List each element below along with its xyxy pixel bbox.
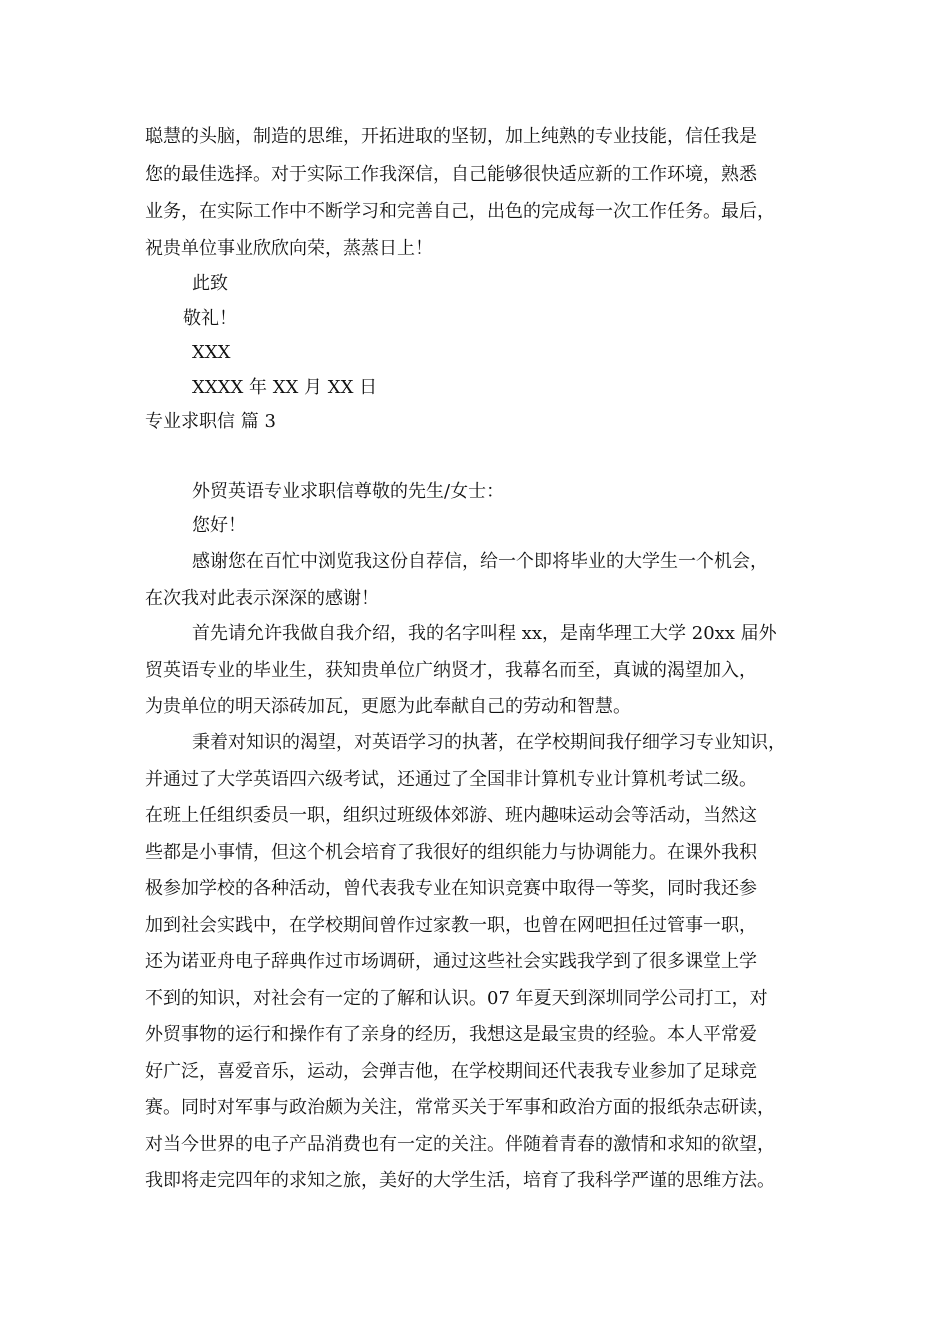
paragraph-line: 贸英语专业的毕业生，获知贵单位广纳贤才，我幕名而至，真诚的渴望加入，: [145, 660, 757, 681]
signature: XXX: [192, 342, 231, 363]
letter-greeting: 您好！: [192, 515, 246, 536]
paragraph-line: 极参加学校的各种活动，曾代表我专业在知识竞赛中取得一等奖，同时我还参: [145, 878, 757, 899]
paragraph-line: 为贵单位的明天添砖加瓦，更愿为此奉献自己的劳动和智慧。: [145, 696, 631, 717]
letter-date: XXXX 年 XX 月 XX 日: [192, 377, 378, 398]
body-line: 您的最佳选择。对于实际工作我深信，自己能够很快适应新的工作环境，熟悉: [145, 164, 757, 185]
paragraph-line: 赛。同时对军事与政治颇为关注，常常买关于军事和政治方面的报纸杂志研读，: [145, 1097, 775, 1118]
paragraph-line: 对当今世界的电子产品消费也有一定的关注。伴随着青春的激情和求知的欲望，: [145, 1134, 775, 1155]
body-line: 业务，在实际工作中不断学习和完善自己，出色的完成每一次工作任务。最后，: [145, 201, 775, 222]
paragraph-line: 感谢您在百忙中浏览我这份自荐信，给一个即将毕业的大学生一个机会，: [192, 551, 768, 572]
body-line: 祝贵单位事业欣欣向荣，蒸蒸日上！: [145, 238, 433, 259]
paragraph-line: 首先请允许我做自我介绍，我的名字叫程 xx，是南华理工大学 20xx 届外: [192, 623, 777, 644]
closing-salutation: 此致: [192, 273, 228, 294]
paragraph-line: 不到的知识，对社会有一定的了解和认识。07 年夏天到深圳同学公司打工，对: [145, 988, 768, 1009]
paragraph-line: 在班上任组织委员一职，组织过班级体郊游、班内趣味运动会等活动，当然这: [145, 805, 757, 826]
paragraph-line: 外贸事物的运行和操作有了亲身的经历，我想这是最宝贵的经验。本人平常爱: [145, 1024, 757, 1045]
closing-regards: 敬礼！: [183, 308, 237, 329]
paragraph-line: 加到社会实践中，在学校期间曾作过家教一职，也曾在网吧担任过管事一职，: [145, 915, 757, 936]
paragraph-line: 我即将走完四年的求知之旅，美好的大学生活，培育了我科学严谨的思维方法。: [145, 1170, 775, 1191]
letter-salutation: 外贸英语专业求职信尊敬的先生/女士：: [192, 481, 505, 502]
paragraph-line: 在次我对此表示深深的感谢！: [145, 588, 379, 609]
section-heading: 专业求职信 篇 3: [145, 411, 276, 432]
paragraph-line: 好广泛，喜爱音乐，运动，会弹吉他，在学校期间还代表我专业参加了足球竞: [145, 1061, 757, 1082]
paragraph-line: 并通过了大学英语四六级考试，还通过了全国非计算机专业计算机考试二级。: [145, 769, 757, 790]
paragraph-line: 还为诺亚舟电子辞典作过市场调研，通过这些社会实践我学到了很多课堂上学: [145, 951, 757, 972]
paragraph-line: 些都是小事情，但这个机会培育了我很好的组织能力与协调能力。在课外我积: [145, 842, 757, 863]
paragraph-line: 秉着对知识的渴望，对英语学习的执著，在学校期间我仔细学习专业知识，: [192, 732, 786, 753]
body-line: 聪慧的头脑，制造的思维，开拓进取的坚韧，加上纯熟的专业技能，信任我是: [145, 126, 757, 147]
